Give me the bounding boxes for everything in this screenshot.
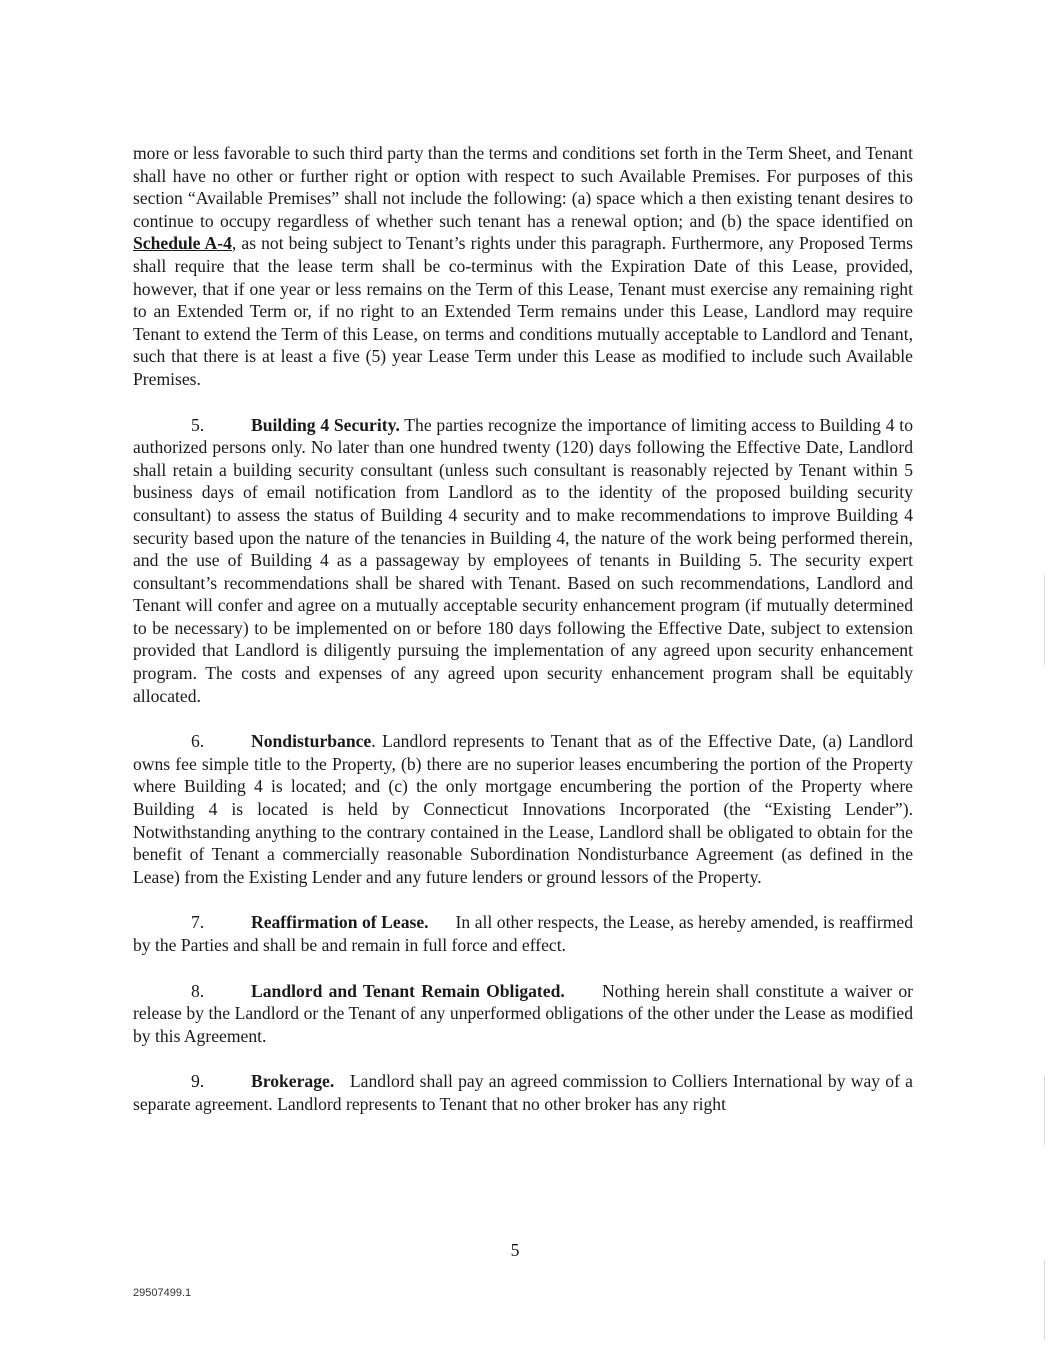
section-heading: Building 4 Security. [251,414,400,435]
section-heading: Brokerage. [251,1071,335,1092]
section-heading: Landlord and Tenant Remain Obligated. [251,980,565,1001]
section-number: 9. [191,1071,205,1092]
section-text: Nothing herein shall constitute a waiver or release by the Landlord or the Tenant of any unperformed obligations of the other under the Lease as modified by this Agreement. [133,980,918,1046]
section-text: The parties recognize the importance of limiting access to Building 4 to authorized persons only. No later than one hundred twenty (120) days following the Effective Date, Landlord shall retain a building security consultant (unless such consultant is reasonably rejected by Tenant within 5 business days of email notification from Landlord as to the identity of the proposed building security consultant) to assess the status of Building 4 security and to make recommendations to improve Building 4 security based upon the nature of the tenancies in Building 4, the nature of the work being performed therein, and the use of Building 4 as a passageway by employees of tenants in Building 5. The security expert consultant’s recommendations shall be shared with Tenant. Based on such recommendations, Landlord and Tenant will confer and agree on a mutually acceptable security enhancement program (if mutually determined to be necessary) to be implemented on or before 180 days following the Effective Date, subject to extension provided that Landlord is diligently pursuing the implementation of any agreed upon security enhancement program. The costs and expenses of any agreed upon security enhancement program shall be equitably allocated. [133,414,913,706]
section-9-brokerage [133,1070,918,1115]
section-text: Landlord shall pay an agreed commission to Colliers International by way of a separate agreement. Landlord represents to Tenant that no other broker has any right [133,1071,918,1114]
section-7-reaffirmation [133,911,918,956]
schedule-a4-reference: Schedule A-4 [133,233,232,254]
section-number: 6. [191,731,205,752]
scan-edge-mark [1044,1075,1045,1145]
section-text: . Landlord represents to Tenant that as of the Effective Date, (a) Landlord owns fee simple title to the Property, (b) there are no superior leases encumbering the portion of the Property where Building 4 is located; and (c) the only mortgage encumbering the portion of the Property where Building 4 is located is held by Connecticut Innovations Incorporated (the “Existing Lender”). Notwithstanding anything to the contrary contained in the Lease, Landlord shall be obligated to obtain for the benefit of Tenant a commercially reasonable Subordination Nondisturbance Agreement (as defined in the Lease) from the Existing Lender and any future lenders or ground lessors of the Property. [133,731,913,887]
carryover-paragraph [133,142,913,391]
section-6-nondisturbance [133,730,913,888]
section-8-obligations [133,980,918,1048]
carryover-text-part1: more or less favorable to such third party than the terms and conditions set forth in the Term Sheet, and Tenant shall have no other or further right or option with respect to such Available Premises. For purposes of this section “Available Premises” shall not include the following: (a) space which a then existing tenant desires to continue to occupy regardless of whether such tenant has a renewal option; and (b) the space identified on [133,143,913,231]
section-heading: Reaffirmation of Lease. [251,912,429,933]
section-number: 8. [191,980,205,1001]
scan-edge-mark [1044,575,1045,665]
carryover-text-part2: , as not being subject to Tenant’s rights under this paragraph. Furthermore, any Proposed Terms shall require that the lease term shall be co-terminus with the Expiration Date of this Lease, provided, however, that if one year or less remains on the Term of this Lease, Tenant must exercise any remaining right to an Extended Term or, if no right to an Extended Term remains under this Lease, Landlord may require Tenant to extend the Term of this Lease, on terms and conditions mutually acceptable to Landlord and Tenant, such that there is at least a five (5) year Lease Term under this Lease as modified to include such Available Premises. [133,233,913,389]
document-body [133,142,918,1139]
section-number: 5. [191,414,205,435]
document-id: 29507499.1 [133,1287,192,1299]
section-heading: Nondisturbance [251,731,372,752]
scan-edge-mark [1044,1260,1045,1340]
section-text: In all other respects, the Lease, as hereby amended, is reaffirmed by the Parties and shall be and remain in full force and effect. [133,912,918,955]
page-number: 5 [510,1240,520,1260]
section-number: 7. [191,912,205,933]
section-5-building-security [133,414,913,708]
